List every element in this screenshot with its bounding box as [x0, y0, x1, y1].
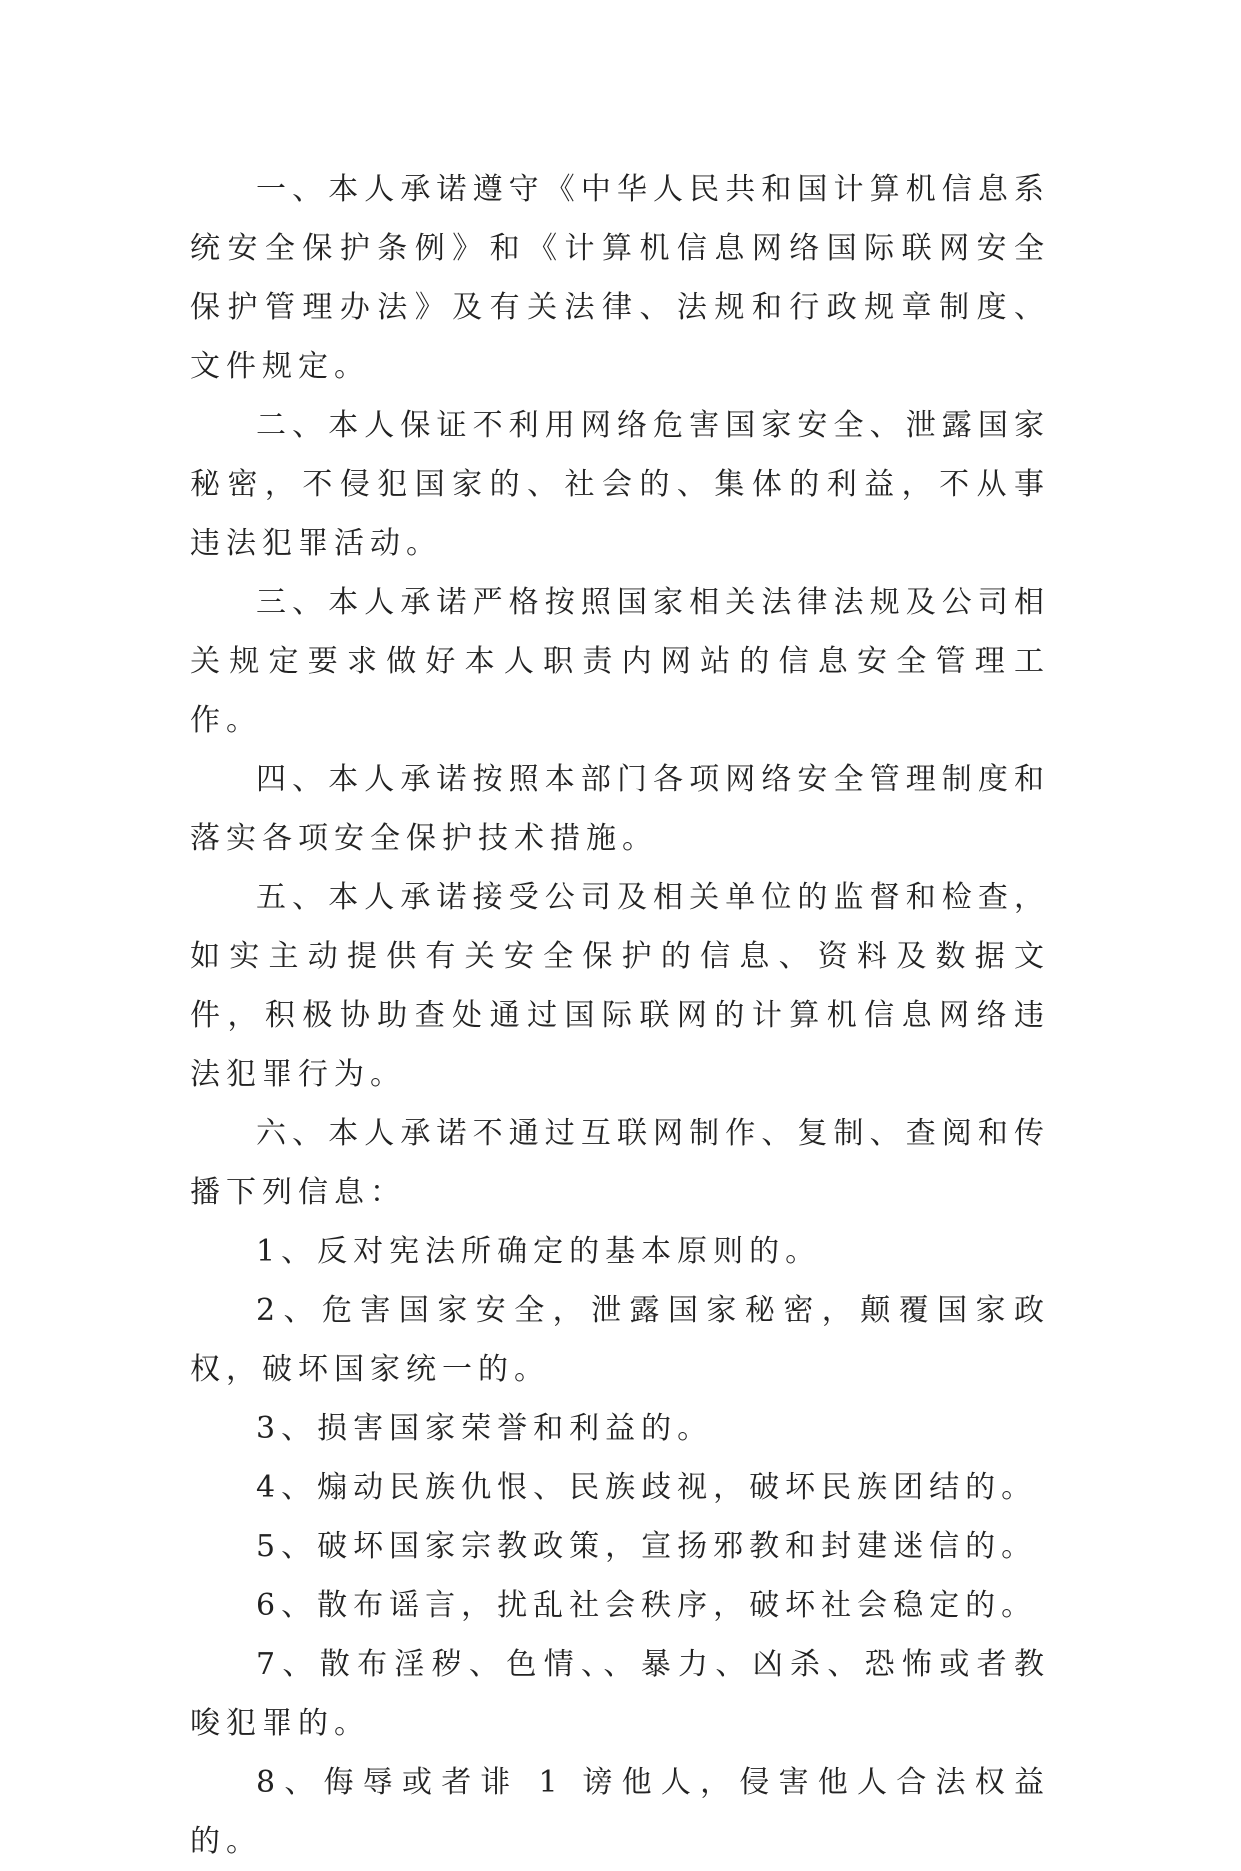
list-item: 5、破坏国家宗教政策，宣扬邪教和封建迷信的。: [256, 1529, 1038, 1564]
list-item: 2、危害国家安全，泄露国家秘密，颠覆国家政权，破坏国家统一的。: [190, 1293, 1050, 1387]
clause-paragraph: 六、本人承诺不通过互联网制作、复制、查阅和传播下列信息：: [190, 1116, 1050, 1210]
clause-paragraph: 一、本人承诺遵守《中华人民共和国计算机信息系统安全保护条例》和《计算机信息网络国际联网安全保护管理办法》及有关法律、法规和行政规章制度、文件规定。: [190, 172, 1050, 384]
list-item: 3、损害国家荣誉和利益的。: [256, 1411, 714, 1446]
list-item: 4、煽动民族仇恨、民族歧视，破坏民族团结的。: [256, 1470, 1038, 1505]
list-item: 1、反对宪法所确定的基本原则的。: [256, 1234, 822, 1269]
clause-paragraph: 五、本人承诺接受公司及相关单位的监督和检查，如实主动提供有关安全保护的信息、资料及数据文件，积极协助查处通过国际联网的计算机信息网络违法犯罪行为。: [190, 880, 1050, 1092]
list-item: 8、侮辱或者诽 1 谤他人，侵害他人合法权益的。: [190, 1765, 1050, 1859]
document-body: [190, 160, 1050, 1871]
clause-paragraph: 二、本人保证不利用网络危害国家安全、泄露国家秘密，不侵犯国家的、社会的、集体的利益，不从事违法犯罪活动。: [190, 408, 1050, 561]
clause-paragraph: 四、本人承诺按照本部门各项网络安全管理制度和落实各项安全保护技术措施。: [190, 762, 1050, 856]
clause-paragraph: 三、本人承诺严格按照国家相关法律法规及公司相关规定要求做好本人职责内网站的信息安全管理工作。: [190, 585, 1050, 738]
list-item: 7、散布淫秽、色情、、暴力、凶杀、恐怖或者教唆犯罪的。: [190, 1647, 1050, 1741]
list-item: 6、散布谣言，扰乱社会秩序，破坏社会稳定的。: [256, 1588, 1038, 1623]
